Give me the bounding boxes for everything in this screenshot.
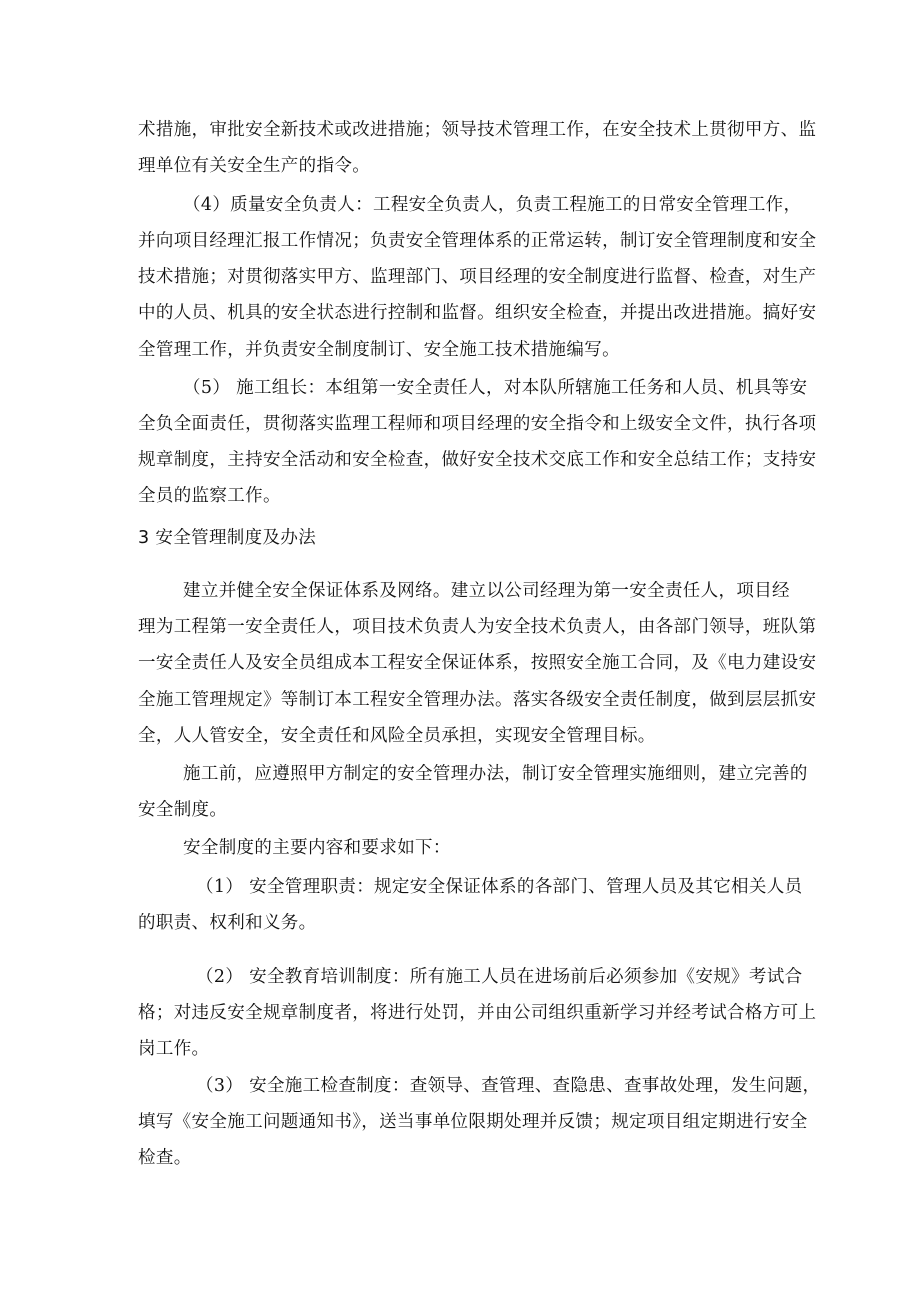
text-line: 安全制度的主要内容和要求如下： [183,838,451,858]
text-line: （1） 安全管理职责：规定安全保证体系的各部门、管理人员及其它相关人员 [196,877,803,897]
text-line: 建立并健全安全保证体系及网络。建立以公司经理为第一安全责任人，项目经 [183,581,790,601]
text-line: 中的人员、机具的安全状态进行控制和监督。组织安全检查，并提出改进措施。搞好安 [138,303,817,323]
text-line: 全施工管理规定》等制订本工程安全管理办法。落实各级安全责任制度，做到层层抓安 [138,690,817,710]
text-line: （2） 安全教育培训制度：所有施工人员在进场前后必须参加《安规》考试合 [196,967,803,987]
text-line: 理为工程第一安全责任人，项目技术负责人为安全技术负责人，由各部门领导，班队第 [138,617,817,637]
text-line: 岗工作。 [138,1039,210,1059]
text-line: （5） 施工组长：本组第一安全责任人，对本队所辖施工任务和人员、机具等安 [183,378,808,398]
text-line: 填写《安全施工问题通知书》，送当事单位限期处理并反馈；规定项目组定期进行安全 [138,1112,808,1132]
text-line: 一安全责任人及安全员组成本工程安全保证体系，按照安全施工合同，及《电力建设安 [138,653,817,673]
text-line: 安全制度。 [138,800,228,820]
text-line: 检查。 [138,1148,192,1168]
section-heading: 3 安全管理制度及办法 [138,528,317,548]
text-line: 格；对违反安全规章制度者，将进行处罚，并由公司组织重新学习并经考试合格方可上 [138,1003,817,1023]
text-line: （4）质量安全负责人：工程安全负责人，负责工程施工的日常安全管理工作， [183,195,802,215]
text-line: 理单位有关安全生产的指令。 [138,156,371,176]
text-line: 并向项目经理汇报工作情况；负责安全管理体系的正常运转，制订安全管理制度和安全 [138,231,817,251]
text-line: 全员的监察工作。 [138,486,281,506]
text-line: 施工前，应遵照甲方制定的安全管理办法，制订安全管理实施细则，建立完善的 [183,764,808,784]
text-line: 全，人人管安全，安全责任和风险全员承担，实现安全管理目标。 [138,726,656,746]
text-line: 技术措施；对贯彻落实甲方、监理部门、项目经理的安全制度进行监督、检查，对生产 [138,267,817,287]
text-line: 术措施，审批安全新技术或改进措施；领导技术管理工作，在安全技术上贯彻甲方、监 [138,120,817,140]
text-line: 的职责、权利和义务。 [138,913,317,933]
text-line: （3） 安全施工检查制度：查领导、查管理、查隐患、查事故处理，发生问题， [196,1076,821,1096]
text-line: 全负全面责任，贯彻落实监理工程师和项目经理的安全指令和上级安全文件，执行各项 [138,414,817,434]
text-line: 规章制度，主持安全活动和安全检查，做好安全技术交底工作和安全总结工作；支持安 [138,450,817,470]
text-line: 全管理工作，并负责安全制度制订、安全施工技术措施编写。 [138,340,620,360]
